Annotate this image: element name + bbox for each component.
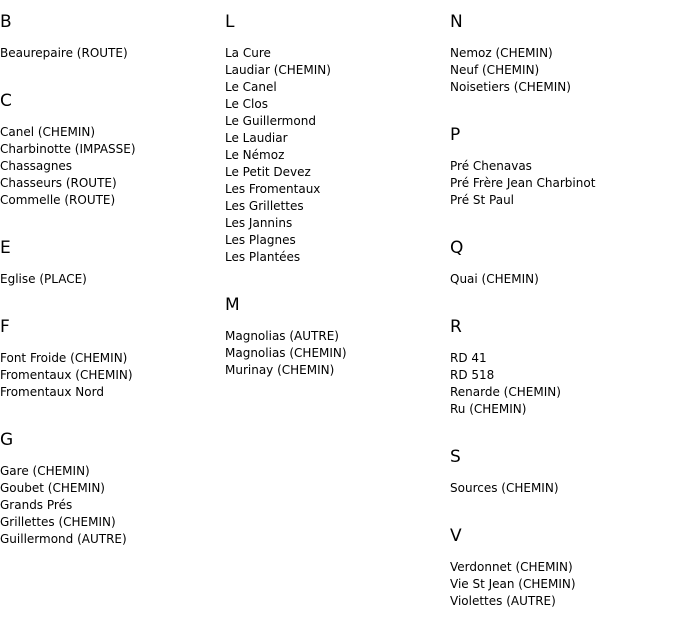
street-list	[450, 350, 675, 418]
section-spacer	[450, 497, 675, 514]
section-spacer	[0, 548, 225, 565]
street-link[interactable]: Commelle (ROUTE)	[0, 193, 116, 207]
street-link[interactable]: Le Canel	[225, 80, 277, 94]
letter-heading: S	[450, 447, 461, 467]
street-link[interactable]: Violettes (AUTRE)	[450, 594, 556, 608]
street-link[interactable]: Les Fromentaux	[225, 182, 321, 196]
letter-heading: Q	[450, 238, 464, 258]
street-link[interactable]: Pré St Paul	[450, 193, 515, 207]
index-column	[225, 0, 450, 396]
street-link[interactable]: Sources (CHEMIN)	[450, 481, 559, 495]
letter-section-f	[0, 317, 225, 418]
street-list	[450, 158, 675, 209]
street-link[interactable]: Pré Chenavas	[450, 159, 532, 173]
street-link[interactable]: Les Plagnes	[225, 233, 296, 247]
street-link[interactable]: Font Froide (CHEMIN)	[0, 351, 128, 365]
street-link[interactable]: Les Jannins	[225, 216, 293, 230]
street-link[interactable]: Magnolias (CHEMIN)	[225, 346, 347, 360]
letter-section-c	[0, 91, 225, 226]
letter-heading: P	[450, 125, 461, 145]
letter-heading: V	[450, 526, 462, 546]
street-link[interactable]: Nemoz (CHEMIN)	[450, 46, 553, 60]
street-link[interactable]: Ru (CHEMIN)	[450, 402, 527, 416]
street-link[interactable]: Les Grillettes	[225, 199, 304, 213]
letter-section-v	[450, 526, 675, 627]
letter-section-l	[225, 12, 450, 283]
street-link[interactable]: Fromentaux Nord	[0, 385, 104, 399]
street-link[interactable]: Renarde (CHEMIN)	[450, 385, 561, 399]
street-list	[450, 45, 675, 96]
index-column	[0, 0, 225, 565]
street-link[interactable]: Goubet (CHEMIN)	[0, 481, 105, 495]
section-spacer	[450, 209, 675, 226]
street-link[interactable]: Laudiar (CHEMIN)	[225, 63, 331, 77]
section-spacer	[0, 288, 225, 305]
street-link[interactable]: Quai (CHEMIN)	[450, 272, 539, 286]
section-spacer	[225, 266, 450, 283]
letter-section-r	[450, 317, 675, 435]
street-link[interactable]: Magnolias (AUTRE)	[225, 329, 339, 343]
street-link[interactable]: Chassagnes	[0, 159, 73, 173]
letter-section-m	[225, 295, 450, 396]
section-spacer	[0, 401, 225, 418]
street-list	[0, 124, 225, 209]
street-list	[225, 45, 450, 266]
street-link[interactable]: Fromentaux (CHEMIN)	[0, 368, 133, 382]
street-link[interactable]: Les Plantées	[225, 250, 301, 264]
street-link[interactable]: Canel (CHEMIN)	[0, 125, 96, 139]
letter-section-e	[0, 238, 225, 305]
letter-section-q	[450, 238, 675, 305]
street-link[interactable]: RD 518	[450, 368, 495, 382]
street-link[interactable]: Eglise (PLACE)	[0, 272, 87, 286]
letter-heading: B	[0, 12, 12, 32]
street-link[interactable]: Beaurepaire (ROUTE)	[0, 46, 128, 60]
section-spacer	[450, 610, 675, 627]
letter-heading: C	[0, 91, 12, 111]
section-spacer	[450, 288, 675, 305]
index-column	[450, 0, 675, 627]
letter-section-b	[0, 12, 225, 79]
letter-heading: M	[225, 295, 240, 315]
street-link[interactable]: Guillermond (AUTRE)	[0, 532, 127, 546]
letter-section-g	[0, 430, 225, 565]
street-link[interactable]: Pré Frère Jean Charbinot	[450, 176, 596, 190]
street-list	[0, 350, 225, 401]
street-list	[225, 328, 450, 379]
street-link[interactable]: Le Clos	[225, 97, 268, 111]
street-link[interactable]: Noisetiers (CHEMIN)	[450, 80, 571, 94]
section-spacer	[225, 379, 450, 396]
street-list	[0, 463, 225, 548]
street-list	[0, 45, 225, 62]
street-link[interactable]: Verdonnet (CHEMIN)	[450, 560, 573, 574]
street-link[interactable]: Murinay (CHEMIN)	[225, 363, 335, 377]
street-link[interactable]: Le Laudiar	[225, 131, 288, 145]
street-link[interactable]: Gare (CHEMIN)	[0, 464, 90, 478]
section-spacer	[450, 418, 675, 435]
letter-section-p	[450, 125, 675, 226]
letter-heading: E	[0, 238, 11, 258]
street-link[interactable]: La Cure	[225, 46, 271, 60]
letter-section-s	[450, 447, 675, 514]
section-spacer	[0, 209, 225, 226]
letter-heading: G	[0, 430, 14, 450]
street-link[interactable]: Chasseurs (ROUTE)	[0, 176, 117, 190]
section-spacer	[0, 62, 225, 79]
section-spacer	[450, 96, 675, 113]
street-list	[450, 559, 675, 610]
letter-heading: L	[225, 12, 235, 32]
street-link[interactable]: Grands Prés	[0, 498, 73, 512]
letter-heading: N	[450, 12, 463, 32]
street-list	[450, 271, 675, 288]
letter-heading: R	[450, 317, 462, 337]
street-link[interactable]: Le Guillermond	[225, 114, 316, 128]
street-link[interactable]: Le Petit Devez	[225, 165, 311, 179]
street-link[interactable]: RD 41	[450, 351, 487, 365]
street-link[interactable]: Neuf (CHEMIN)	[450, 63, 540, 77]
street-link[interactable]: Le Némoz	[225, 148, 285, 162]
street-link[interactable]: Vie St Jean (CHEMIN)	[450, 577, 576, 591]
street-link[interactable]: Grillettes (CHEMIN)	[0, 515, 116, 529]
street-link[interactable]: Charbinotte (IMPASSE)	[0, 142, 136, 156]
street-list	[450, 480, 675, 497]
street-list	[0, 271, 225, 288]
letter-heading: F	[0, 317, 10, 337]
letter-section-n	[450, 12, 675, 113]
